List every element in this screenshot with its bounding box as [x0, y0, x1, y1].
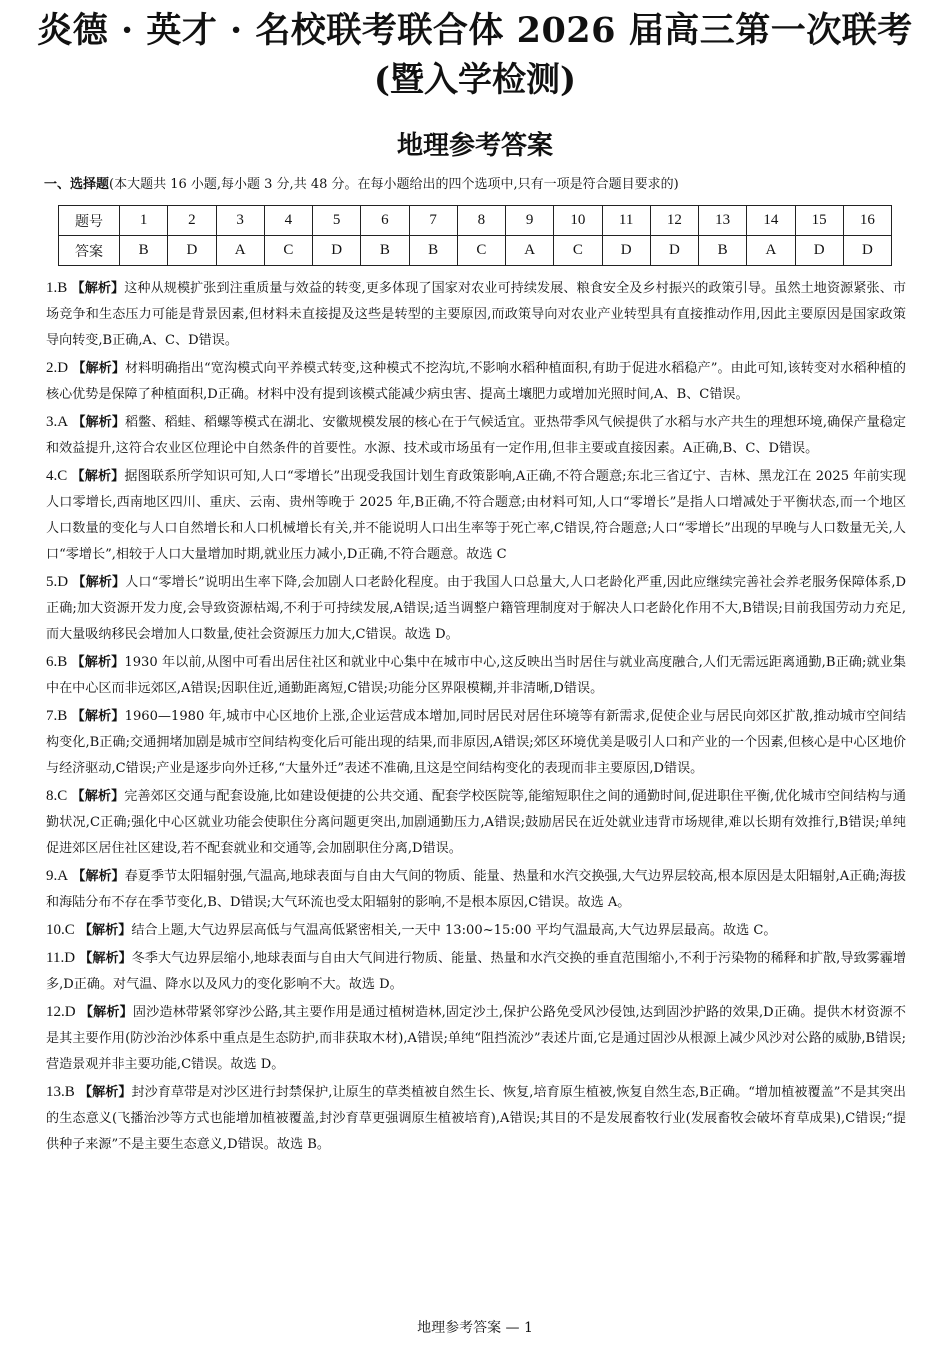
- item-number: 5.D: [46, 574, 69, 590]
- table-cell: D: [602, 236, 650, 266]
- item-number: 12.D: [46, 1004, 76, 1020]
- answer-row: [59, 236, 892, 266]
- explanation-item: [46, 1079, 906, 1158]
- table-cell: 16: [843, 206, 891, 236]
- table-cell: 12: [650, 206, 698, 236]
- explanation-item: [46, 945, 906, 998]
- analysis-tag: 【解析】: [71, 281, 125, 296]
- table-cell: B: [409, 236, 457, 266]
- item-text: 固沙造林带紧邻穿沙公路,其主要作用是通过植树造林,固定沙土,保护公路免受风沙侵蚀,达到固沙护路的效果,D正确。提供木材资源不是其主要作用(防沙治沙体系中重点是生态防护,而非获取木材),A错误;单纯“阻挡流沙”表述片面,它是通过固沙从根源上减少风沙对公路的威胁,B错误;营造景观并非主要功能,C错误。故选 D。: [46, 1005, 906, 1072]
- table-cell: 3: [216, 206, 264, 236]
- explanation-item: [46, 569, 906, 648]
- item-text: 1960—1980 年,城市中心区地价上涨,企业运营成本增加,同时居民对居住环境等有新需求,促使企业与居民向郊区扩散,推动城市空间结构变化,B正确;交通拥堵加剧是城市空间结构变化后可能出现的结果,而非原因,A错误;郊区环境优美是吸引人口和产业的一个因素,但核心是中心区地价与经济驱动,C错误;产业是逐步向外迁移,“大量外迁”表述不准确,且这是空间结构变化的表现而非主要原因,D错误。: [46, 709, 906, 776]
- item-text: 1930 年以前,从图中可看出居住社区和就业中心集中在城市中心,这反映出当时居住与就业高度融合,人们无需远距离通勤,B正确;就业集中在中心区而非远郊区,A错误;因职住近,通勤距离短,C错误;功能分区界限模糊,并非清晰,D错误。: [46, 655, 906, 696]
- section-heading: [44, 175, 924, 195]
- question-number-row: [59, 206, 892, 236]
- explanation-item: [46, 783, 906, 862]
- item-number: 4.C: [46, 468, 68, 484]
- table-cell: 9: [506, 206, 554, 236]
- subject-title: 地理参考答案: [396, 131, 553, 161]
- explanation-item: [46, 463, 906, 568]
- table-cell: A: [506, 236, 554, 266]
- item-text: 稻鳖、稻蛙、稻螺等模式在湖北、安徽规模发展的核心在于气候适宜。亚热带季风气候提供了水稻与水产共生的理想环境,确保产量稳定和效益提升,这符合农业区位理论中自然条件的首要性。水源、技术或市场虽有一定作用,但非主要或直接因素。A正确,B、C、D错误。: [46, 415, 906, 456]
- table-cell: C: [457, 236, 505, 266]
- item-text: 人口“零增长”说明出生率下降,会加剧人口老龄化程度。由于我国人口总量大,人口老龄化严重,因此应继续完善社会养老服务保障体系,D正确;加大资源开发力度,会导致资源枯竭,不利于可持续发展,A错误;适当调整户籍管理制度对于解决人口老龄化作用不大,B错误;目前我国劳动力充足,而大量吸纳移民会增加人口数量,使社会资源压力加大,C错误。故选 D。: [46, 575, 906, 642]
- table-cell: 6: [361, 206, 409, 236]
- item-text: 据图联系所学知识可知,人口“零增长”出现受我国计划生育政策影响,A正确,不符合题意;东北三省辽宁、吉林、黑龙江在 2025 年前实现人口零增长,西南地区四川、重庆、云南、贵州等晚于 2025 年,B正确,不符合题意;由材料可知,人口“零增长”是指人口增减处于平衡状态,而一个地区人口数量的变化与人口自然增长和人口机械增长有关,并不能说明人口出生率等于死亡率,C错误,符合题意;人口“零增长”出现的早晚与人口数量无关,人口“零增长”,相较于人口大量增加时期,就业压力减小,D正确,不符合题意。故选 C: [46, 469, 906, 562]
- analysis-tag: 【解析】: [78, 1085, 132, 1100]
- table-cell: D: [650, 236, 698, 266]
- table-cell: 13: [699, 206, 747, 236]
- item-number: 3.A: [46, 414, 69, 430]
- table-cell: D: [168, 236, 216, 266]
- table-cell: C: [554, 236, 602, 266]
- answer-table: [58, 205, 892, 266]
- exam-subtitle: (暨入学检测): [373, 60, 577, 100]
- table-cell: 10: [554, 206, 602, 236]
- analysis-tag: 【解析】: [71, 469, 125, 484]
- item-text: 材料明确指出“宽沟模式向平养模式转变,这种模式不挖沟坑,不影响水稻种植面积,有助于促进水稻稳产”。由此可知,该转变对水稻种植的核心优势是保障了种植面积,D正确。材料中没有提到该模式能减少病虫害、提高土壤肥力或增加光照时间,A、B、C错误。: [46, 361, 906, 402]
- table-cell: 15: [795, 206, 843, 236]
- table-cell: B: [361, 236, 409, 266]
- table-cell: A: [216, 236, 264, 266]
- item-text: 结合上题,大气边界层高低与气温高低紧密相关,一天中 13:00~15:00 平均气温最高,大气边界层最高。故选 C。: [131, 923, 777, 938]
- explanation-item: [46, 409, 906, 462]
- table-cell: 1: [120, 206, 168, 236]
- item-number: 10.C: [46, 922, 75, 938]
- table-cell: B: [120, 236, 168, 266]
- analysis-tag: 【解析】: [72, 869, 125, 884]
- table-cell: D: [843, 236, 891, 266]
- item-text: 这种从规模扩张到注重质量与效益的转变,更多体现了国家对农业可持续发展、粮食安全及乡村振兴的政策引导。虽然土地资源紧张、市场竞争和生态压力可能是背景因素,但材料未直接提及这些是转型的主要原因,而政策导向对农业产业转型具有直接推动作用,因此主要原因是国家政策导向转变,B正确,A、C、D错误。: [46, 281, 906, 348]
- section-label: 一、选择题: [44, 177, 110, 192]
- analysis-tag: 【解析】: [79, 1005, 133, 1020]
- explanation-item: [46, 649, 906, 702]
- table-cell: 2: [168, 206, 216, 236]
- analysis-tag: 【解析】: [72, 361, 126, 376]
- item-text: 封沙育草带是对沙区进行封禁保护,让原生的草类植被自然生长、恢复,培育原生植被,恢复自然生态,B正确。“增加植被覆盖”不是其突出的生态意义(飞播治沙等方式也能增加植被覆盖,封沙育草更强调原生植被培育),A错误;其目的不是发展畜牧行业(发展畜牧会破坏育草成果),C错误;“提供种子来源”不是主要生态意义,D错误。故选 B。: [46, 1085, 906, 1152]
- table-cell: 5: [313, 206, 361, 236]
- analysis-tag: 【解析】: [78, 923, 132, 938]
- item-number: 1.B: [46, 280, 68, 296]
- item-number: 6.B: [46, 654, 68, 670]
- analysis-tag: 【解析】: [79, 951, 132, 966]
- analysis-tag: 【解析】: [71, 655, 125, 670]
- explanation-item: [46, 863, 906, 916]
- item-number: 2.D: [46, 360, 69, 376]
- item-number: 11.D: [46, 950, 76, 966]
- item-text: 冬季大气边界层缩小,地球表面与自由大气间进行物质、能量、热量和水汽交换的垂直范围缩小,不利于污染物的稀释和扩散,导致雾霾增多,D正确。对气温、降水以及风力的变化影响不大。故选 D。: [46, 951, 906, 992]
- page-footer: 地理参考答案 — 1: [417, 1320, 533, 1336]
- explanation-item: [46, 999, 906, 1078]
- table-cell: C: [264, 236, 312, 266]
- table-cell: 4: [264, 206, 312, 236]
- table-cell: B: [699, 236, 747, 266]
- explanation-item: [46, 917, 906, 944]
- explanation-list: [46, 275, 906, 1159]
- analysis-tag: 【解析】: [72, 415, 126, 430]
- exam-title: 炎德 · 英才 · 名校联考联合体 2026 届高三第一次联考: [37, 10, 913, 51]
- explanation-item: [46, 703, 906, 782]
- analysis-tag: 【解析】: [71, 709, 125, 724]
- explanation-item: [46, 355, 906, 408]
- table-cell: 11: [602, 206, 650, 236]
- row-label-number: 题号: [59, 206, 120, 236]
- table-cell: 7: [409, 206, 457, 236]
- item-text: 完善郊区交通与配套设施,比如建设便捷的公共交通、配套学校医院等,能缩短职住之间的通勤时间,促进职住平衡,优化城市空间结构与通勤状况,C正确;强化中心区就业功能会使职住分离问题更突出,加剧通勤压力,A错误;鼓励居民在近处就业违背市场规律,难以长期有效推行,B错误;单纯促进郊区居住社区建设,若不配套就业和交通等,会加剧职住分离,D错误。: [46, 789, 906, 856]
- table-cell: A: [747, 236, 795, 266]
- table-cell: D: [795, 236, 843, 266]
- item-number: 9.A: [46, 868, 69, 884]
- item-text: 春夏季节太阳辐射强,气温高,地球表面与自由大气间的物质、能量、热量和水汽交换强,大气边界层较高,根本原因是太阳辐射,A正确;海拔和海陆分布不存在季节变化,B、D错误;大气环流也受太阳辐射的影响,不是根本原因,C错误。故选 A。: [46, 869, 906, 910]
- analysis-tag: 【解析】: [71, 789, 125, 804]
- analysis-tag: 【解析】: [72, 575, 126, 590]
- table-cell: D: [313, 236, 361, 266]
- item-number: 13.B: [46, 1084, 75, 1100]
- table-cell: 8: [457, 206, 505, 236]
- explanation-item: [46, 275, 906, 354]
- table-cell: 14: [747, 206, 795, 236]
- row-label-answer: 答案: [59, 236, 120, 266]
- section-note: (本大题共 16 小题,每小题 3 分,共 48 分。在每小题给出的四个选项中,只有一项是符合题目要求的): [109, 177, 679, 192]
- item-number: 7.B: [46, 708, 68, 724]
- item-number: 8.C: [46, 788, 68, 804]
